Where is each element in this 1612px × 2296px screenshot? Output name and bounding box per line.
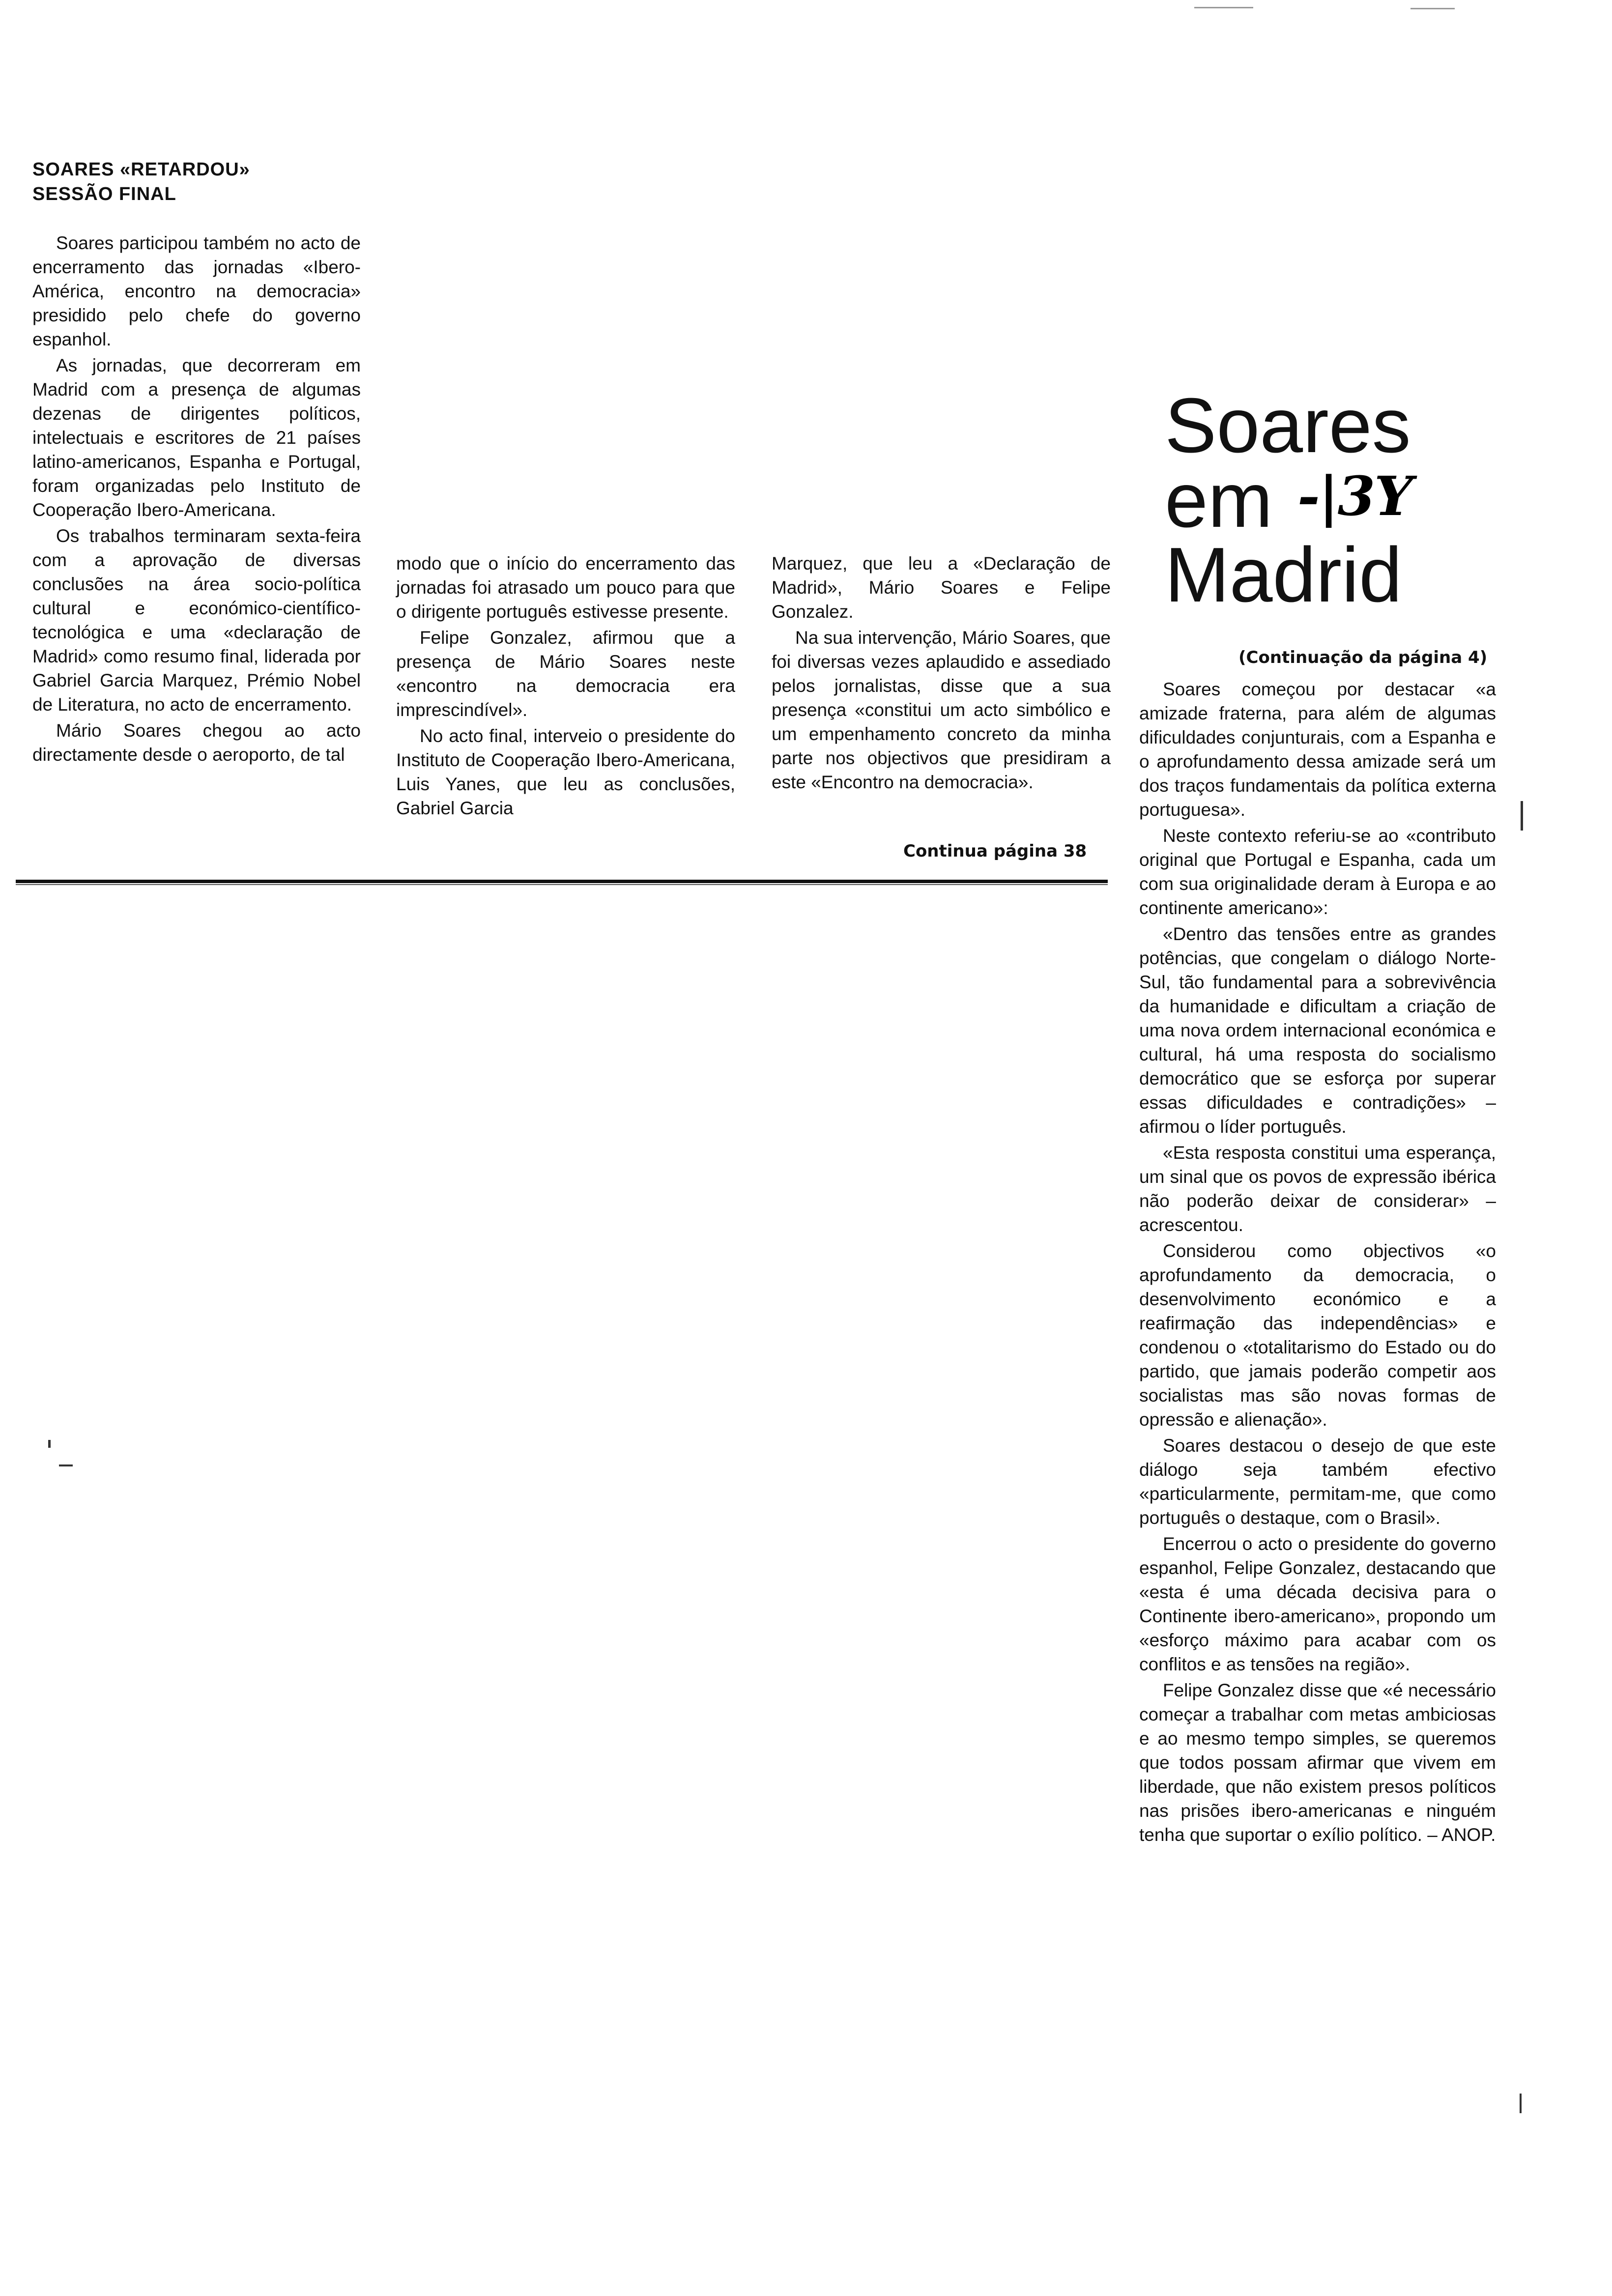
scan-speck bbox=[59, 1464, 73, 1466]
title-line-3: Madrid bbox=[1165, 532, 1402, 618]
left-headline-line-1: SOARES «RETARDOU» bbox=[32, 159, 250, 180]
paragraph: No acto final, interveio o presidente do Instituto de Cooperação Ibero-Americana, Luis Yanes, que leu as conclusões, Gabriel Garcia bbox=[396, 726, 735, 818]
paragraph: Soares começou por destacar «a amizade fraterna, para além de algumas dificuldades conjunturais, com a Espanha e o aprofundamento dessa amizade será um dos traços fundamentais da política externa portuguesa». bbox=[1139, 679, 1496, 820]
paragraph: Os trabalhos terminaram sexta-feira com a aprovação de diversas conclusões na área socio-política cultural e económico-científico-tecnológica e uma «declaração de Madrid» como resumo final, liderada por Gabriel Garcia Marquez, Prémio Nobel de Literatura, no acto de encerramento. bbox=[32, 526, 361, 715]
left-article-column-3 bbox=[772, 551, 1111, 794]
scan-speck bbox=[1521, 801, 1523, 831]
continuation-note: (Continuação da página 4) bbox=[1238, 648, 1488, 667]
left-headline-line-2: SESSÃO FINAL bbox=[32, 184, 176, 204]
paragraph: Soares destacou o desejo de que este diálogo seja também efectivo «particularmente, permitam-me, que como português o destaque, com o Brasil». bbox=[1139, 1435, 1496, 1528]
right-article-column bbox=[1139, 677, 1496, 1847]
paragraph: Neste contexto referiu-se ao «contributo original que Portugal e Espanha, cada um com sua originalidade deram à Europa e ao continente americano»: bbox=[1139, 826, 1496, 918]
paragraph: Considerou como objectivos «o aprofundamento da democracia, o desenvolvimento económico e a reafirmação das independências» e condenou o «totalitarismo do Estado ou do partido, que jamais poderão competir aos socialistas mas são novas formas de opressão e alienação». bbox=[1139, 1241, 1496, 1430]
paragraph: Encerrou o acto o presidente do governo espanhol, Felipe Gonzalez, destacando que «esta é uma década decisiva para o Continente ibero-americano», propondo um «esforço máximo para acabar com os conflitos e as tensões na região». bbox=[1139, 1534, 1496, 1674]
paragraph: Na sua intervenção, Mário Soares, que foi diversas vezes aplaudido e assediado pelos jornalistas, disse que a sua presença «constitui um acto simbólico e um empenhamento concreto da minha parte nos objectivos que presidiram a este «Encontro na democracia». bbox=[772, 628, 1111, 792]
left-headline bbox=[32, 157, 250, 206]
scan-speck bbox=[48, 1440, 51, 1448]
section-divider-thin bbox=[16, 884, 1108, 885]
paragraph: «Esta resposta constitui uma esperança, um sinal que os povos de expressão ibérica não poderão deixar de considerar» – acrescentou. bbox=[1139, 1143, 1496, 1235]
paragraph: Felipe Gonzalez disse que «é necessário começar a trabalhar com metas ambiciosas e ao mesmo tempo simples, se queremos que todos possam afirmar que vivem em liberdade, que não existem presos políticos nas prisões ibero-americanas e ninguém tenha que suportar o exílio político. – ANOP. bbox=[1139, 1680, 1496, 1845]
title-line-1: Soares bbox=[1165, 382, 1411, 469]
paragraph: modo que o início do encerramento das jornadas foi atrasado um pouco para que o dirigente português estivesse presente. bbox=[396, 553, 735, 622]
paragraph: «Dentro das tensões entre as grandes potências, que congelam o diálogo Norte-Sul, tão fundamental para a sobrevivência da humanidade e dificultam a criação de uma nova ordem internacional económica e cultural, há uma resposta do socialismo democrático que se esforça por superar essas dificuldades e contradições» – afirmou o líder português. bbox=[1139, 924, 1496, 1137]
left-article-column-1 bbox=[32, 231, 361, 767]
paragraph: Felipe Gonzalez, afirmou que a presença de Mário Soares neste «encontro na democracia era imprescindível». bbox=[396, 628, 735, 720]
scan-speck bbox=[1410, 8, 1455, 9]
paragraph: As jornadas, que decorreram em Madrid com a presença de algumas dezenas de dirigentes políticos, intelectuais e escritores de 21 países latino-americanos, Espanha e Portugal, foram organizadas pelo Instituto de Cooperação Ibero-Americana. bbox=[32, 355, 361, 520]
continue-note: Continua página 38 bbox=[903, 841, 1087, 861]
left-article-column-2 bbox=[396, 551, 735, 820]
scan-speck bbox=[1194, 7, 1253, 8]
paragraph: Mário Soares chegou ao acto directamente desde o aeroporto, de tal bbox=[32, 720, 361, 765]
handwritten-annotation: -|3Y bbox=[1297, 464, 1412, 528]
title-line-2: em bbox=[1165, 457, 1273, 544]
section-divider bbox=[16, 880, 1108, 883]
scan-speck bbox=[1520, 2094, 1522, 2113]
paragraph: Soares participou também no acto de encerramento das jornadas «Ibero-América, encontro na democracia» presidido pelo chefe do governo espanhol. bbox=[32, 233, 361, 349]
paragraph: Marquez, que leu a «Declaração de Madrid», Mário Soares e Felipe Gonzalez. bbox=[772, 553, 1111, 622]
